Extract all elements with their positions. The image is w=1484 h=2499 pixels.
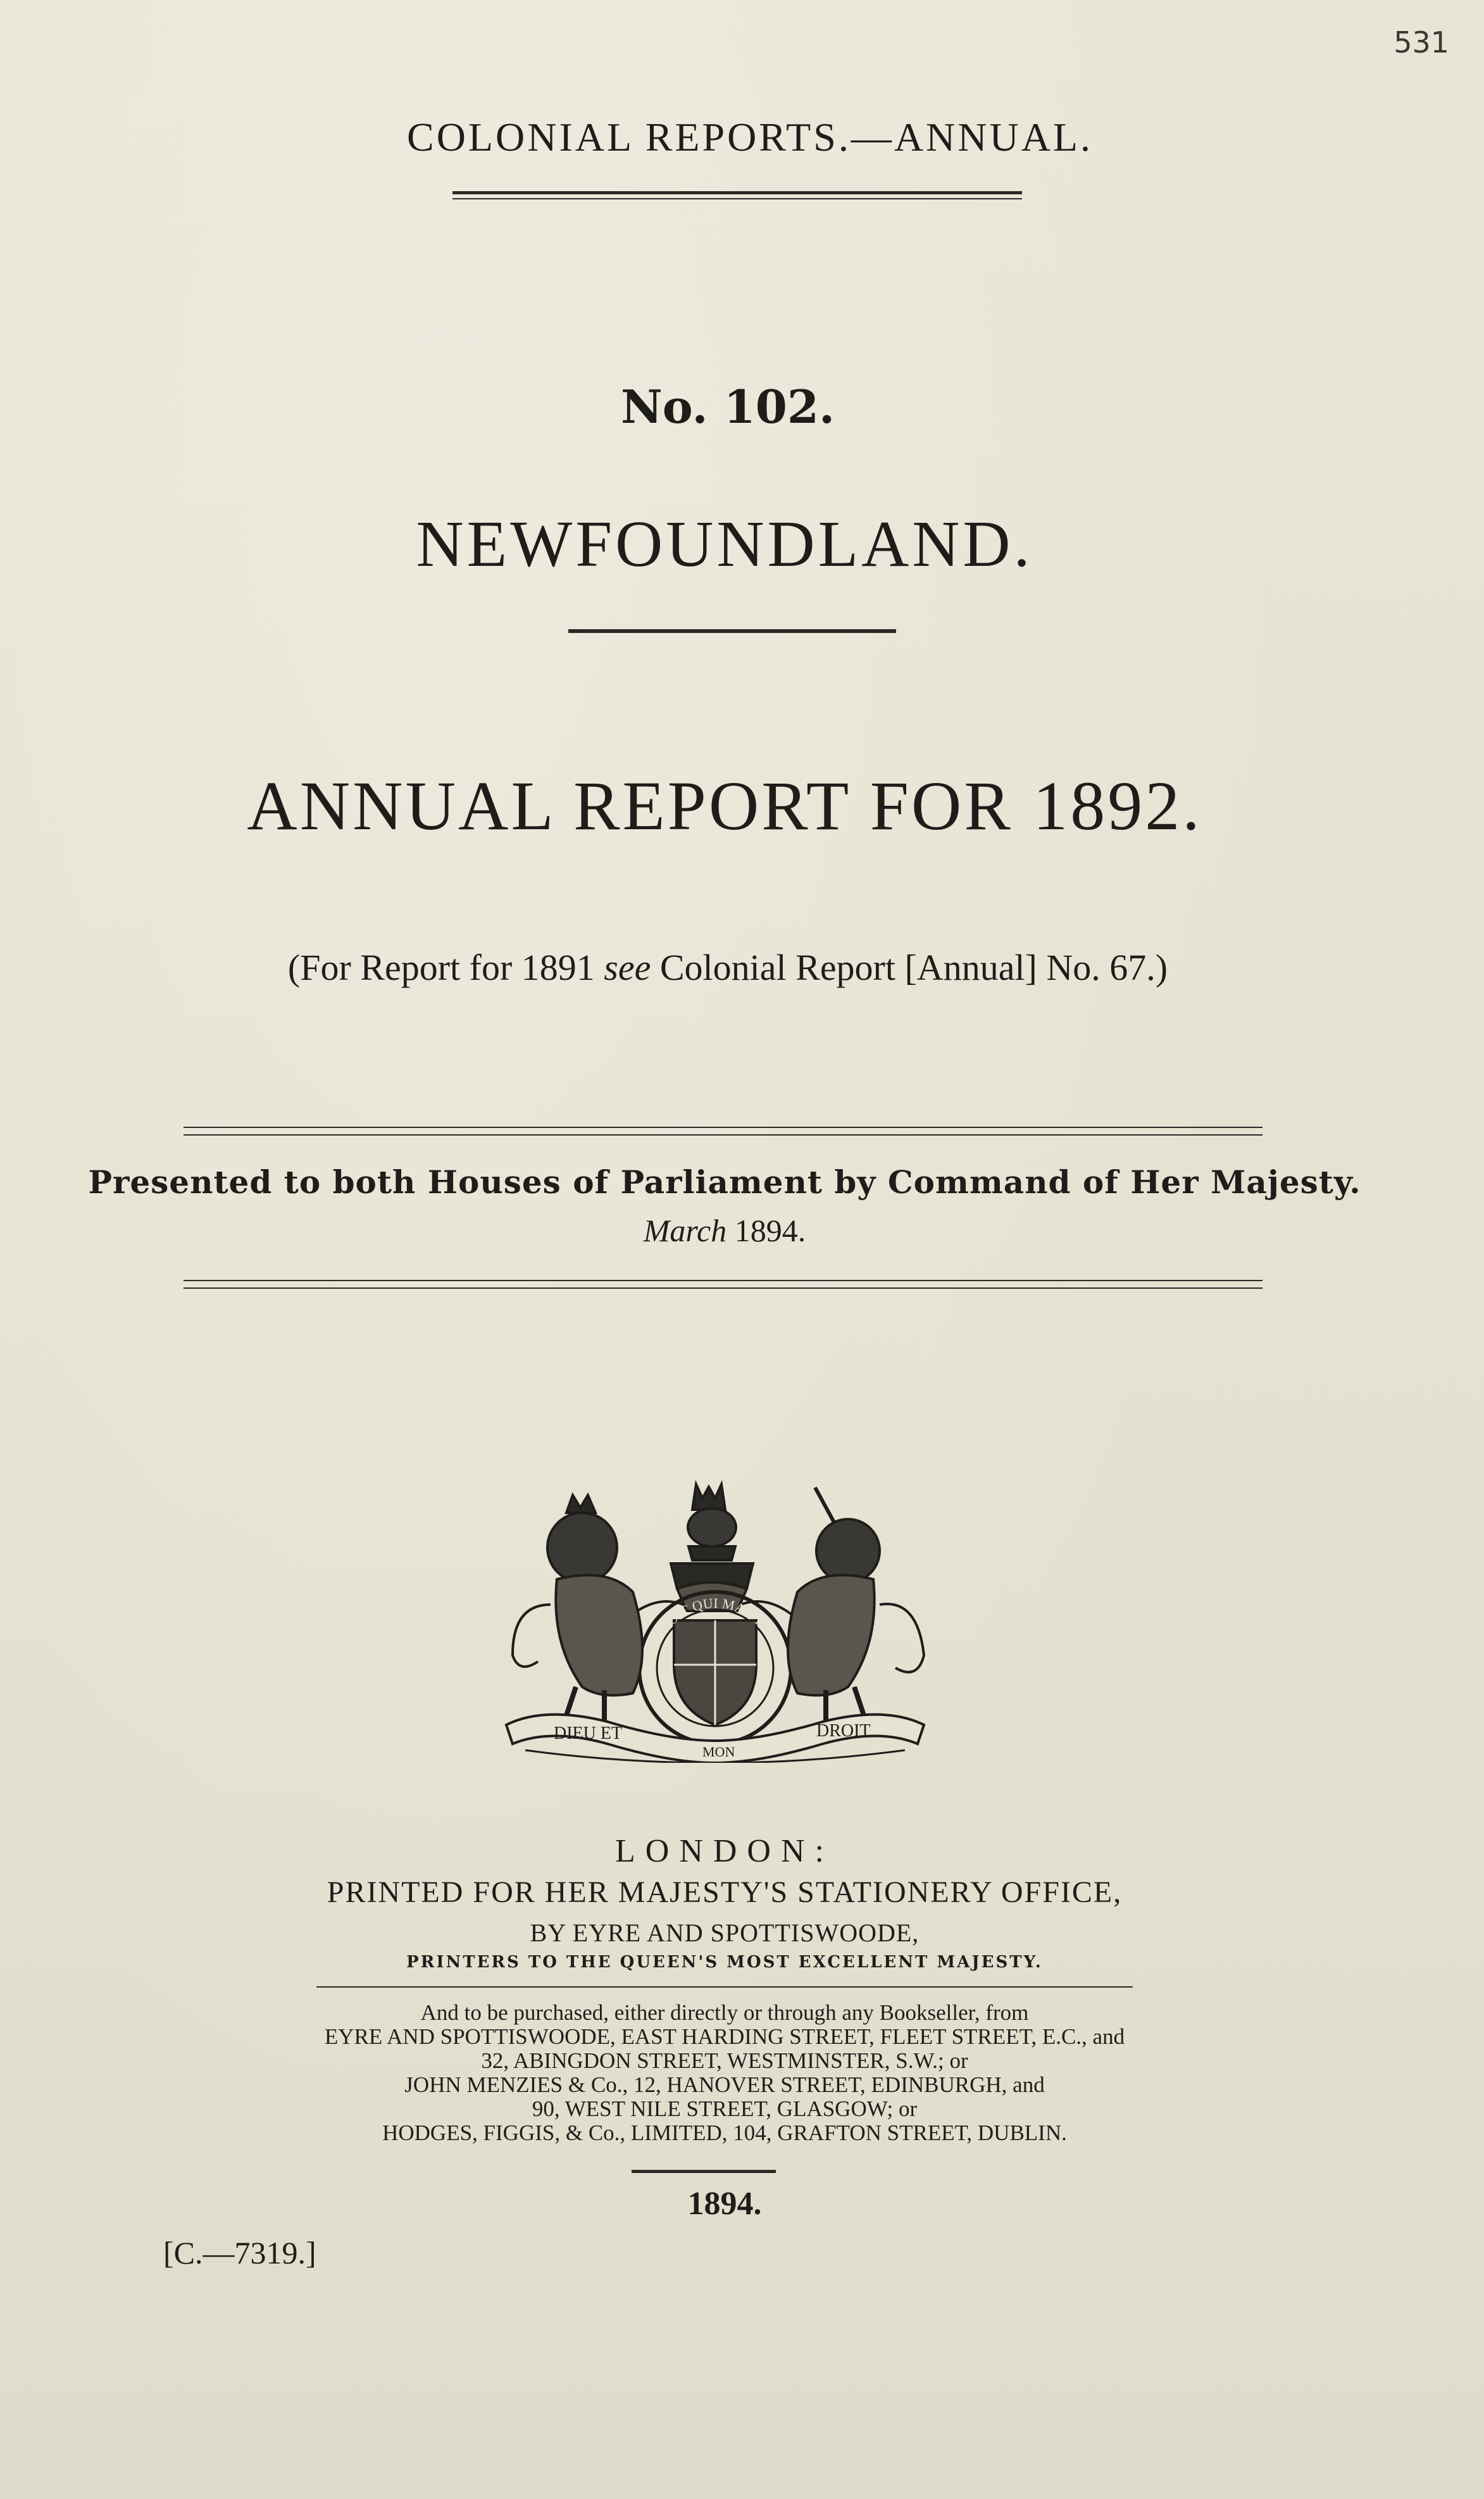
- imprint-printer-role: PRINTERS TO THE QUEEN'S MOST EXCELLENT MAJESTY.: [406, 1953, 1043, 1972]
- seller-line: HODGES, FIGGIS, & Co., LIMITED, 104, GRAFTON STREET, DUBLIN.: [382, 2120, 1067, 2145]
- publication-year: 1894.: [687, 2186, 762, 2222]
- seller-line: EYRE AND SPOTTISWOODE, EAST HARDING STREET, FLEET STREET, E.C., and: [324, 2024, 1125, 2049]
- colony-rule: [568, 629, 896, 633]
- seller-line: And to be purchased, either directly or through any Bookseller, from: [420, 2000, 1029, 2025]
- seller-line: 90, WEST NILE STREET, GLASGOW; or: [532, 2096, 918, 2121]
- seller-line: 32, ABINGDON STREET, WESTMINSTER, S.W.; or: [481, 2048, 968, 2073]
- previous-report-reference: (For Report for 1891 see Colonial Report [Annual] No. 67.): [287, 947, 1168, 988]
- command-paper-number: [C.—7319.]: [163, 2235, 316, 2270]
- year-rule: [632, 2170, 776, 2173]
- presented-rule-top-1: [184, 1127, 1263, 1128]
- motto-right: DROIT: [816, 1721, 871, 1741]
- report-number: No. 102.: [620, 380, 835, 434]
- presented-rule-bottom-1: [184, 1280, 1263, 1281]
- title-rule-bottom: [452, 198, 1022, 199]
- presented-rule-bottom-2: [184, 1287, 1263, 1289]
- motto-mid: MON: [702, 1744, 735, 1760]
- colony-name: NEWFOUNDLAND.: [416, 508, 1033, 580]
- imprint-city: LONDON:: [615, 1833, 834, 1869]
- presented-rule-top-2: [184, 1134, 1263, 1136]
- royal-coat-of-arms-icon: [487, 1478, 943, 1763]
- report-title: ANNUAL REPORT FOR 1892.: [247, 767, 1202, 844]
- presented-to-parliament: Presented to both Houses of Parliament by Command of Her Majesty.: [88, 1163, 1361, 1201]
- imprint-printed-for: PRINTED FOR HER MAJESTY'S STATIONERY OFFICE,: [327, 1876, 1123, 1909]
- presented-date: March 1894.: [643, 1213, 806, 1248]
- title-rule-top: [452, 191, 1022, 194]
- imprint-printer: BY EYRE AND SPOTTISWOODE,: [530, 1919, 920, 1947]
- motto-left: DIEU ET: [554, 1724, 623, 1743]
- seller-line: JOHN MENZIES & Co., 12, HANOVER STREET, EDINBURGH, and: [404, 2072, 1045, 2097]
- imprint-rule: [316, 1986, 1133, 1988]
- series-title: COLONIAL REPORTS.—ANNUAL.: [407, 115, 1093, 160]
- page-number: 531: [1394, 25, 1449, 60]
- garter-motto: HONI SOIT QUI MAL Y PENSE: [642, 1594, 789, 1670]
